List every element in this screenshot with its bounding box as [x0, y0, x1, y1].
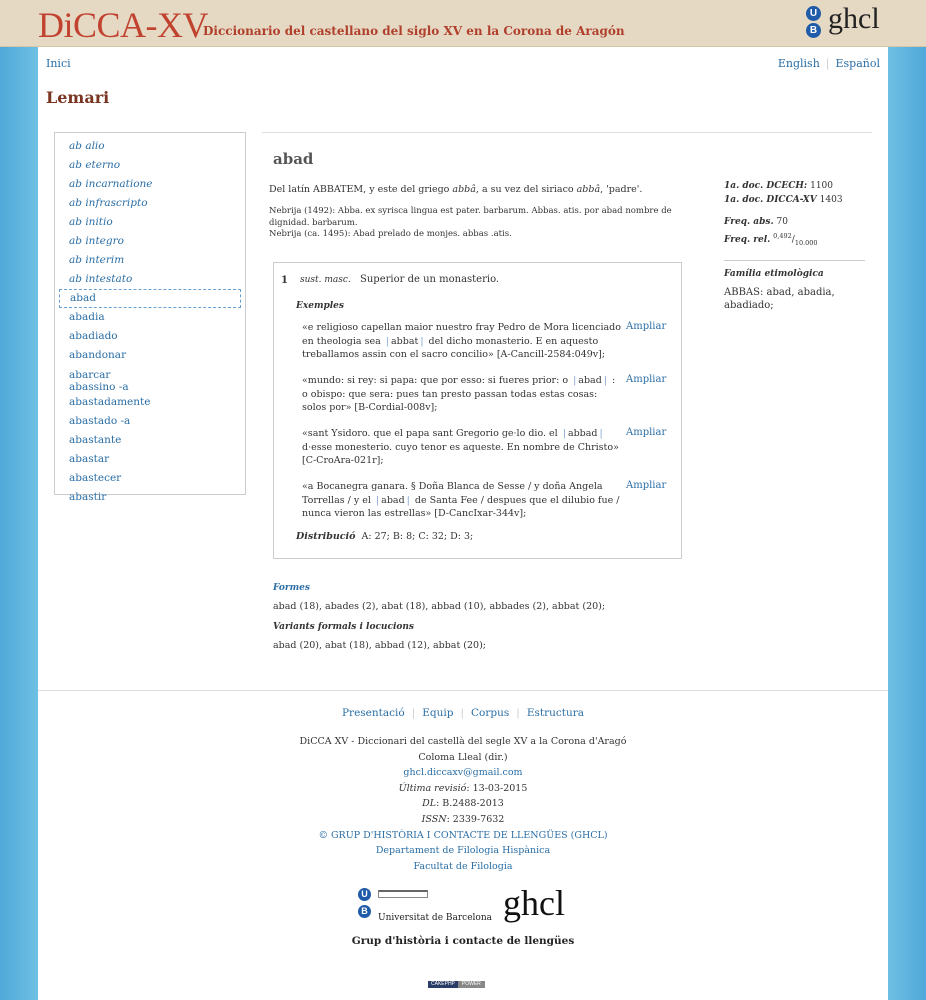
expand-example-link[interactable]: Ampliar: [626, 374, 667, 385]
stat-freq-abs: [724, 215, 869, 229]
example-quote: [302, 427, 622, 468]
ub-logo-icon[interactable]: [806, 6, 822, 40]
lemma-item[interactable]: abarcar abassino -a: [69, 369, 129, 393]
ub-logo-b: B: [806, 23, 821, 38]
example-quote: [302, 480, 622, 521]
lemma-item[interactable]: abastar: [69, 453, 110, 465]
lang-english-link[interactable]: English: [777, 57, 820, 70]
stat-dicca-value: 1403: [819, 195, 843, 205]
lemma-item[interactable]: ab interim: [69, 254, 125, 266]
site-logo-title[interactable]: DiCCA-XV: [38, 5, 209, 45]
forms-text: abad (18), abades (2), abat (18), abbad (10), abbades (2), abbat (20);: [273, 601, 606, 612]
distribution-values: A: 27; B: 8; C: 32; D: 3;: [361, 531, 474, 542]
page-title: Lemari: [46, 88, 110, 107]
stat-freq-rel-den: 10.000: [794, 238, 818, 247]
keyword-marker: |: [375, 494, 380, 506]
stat-dicca-label: 1a. doc. DICCA-XV: [724, 195, 817, 205]
stat-dcech-value: 1100: [810, 181, 834, 191]
stat-freq-abs-label: Freq. abs.: [724, 217, 774, 227]
example-quote: [302, 374, 622, 415]
footer-link-separator: |: [516, 707, 520, 719]
lemma-item[interactable]: ab intestato: [69, 273, 133, 285]
site-header: [0, 0, 926, 47]
keyword-marker: |: [603, 375, 607, 386]
lang-spanish-link[interactable]: Español: [835, 57, 880, 70]
footer-logos[interactable]: [358, 883, 578, 928]
sense-number: 1: [281, 275, 288, 286]
example-keyword: abbad: [567, 428, 598, 439]
expand-example-link[interactable]: Ampliar: [626, 480, 667, 491]
main-divider: [262, 132, 872, 133]
footer-dl-label: DL: [422, 798, 437, 810]
footer-email-link[interactable]: ghcl.diccaxv@gmail.com: [403, 767, 523, 779]
lemma-item[interactable]: abandonar: [69, 349, 127, 361]
footer-nav-link[interactable]: Estructura: [526, 707, 585, 719]
keyword-marker: |: [406, 494, 410, 506]
stat-freq-rel: Freq. rel. $^{0,492}/_{10.000}$: [724, 232, 818, 247]
lemma-item[interactable]: abadiado: [69, 330, 118, 342]
example-after: del dicho monasterio. E en aquesto treballamos assin con el sacro concilio» [A-Cancill-2584:049v];: [302, 335, 606, 360]
ub-name: Universitat de Barcelona: [378, 913, 492, 923]
lemma-item[interactable]: ab integro: [69, 235, 124, 247]
footer-info: [38, 734, 888, 874]
stat-dcech-label: 1a. doc. DCECH:: [724, 181, 808, 191]
stat-dicca: [724, 193, 869, 207]
footer-revision: [38, 781, 888, 797]
lemma-item[interactable]: abastadamente: [69, 396, 151, 408]
expand-example-link[interactable]: Ampliar: [626, 321, 667, 332]
example-after: : o obispo: que sera: pues tan presto passan todas estas cosas: solos por» [B-Cordial-008v];: [302, 375, 616, 413]
sense-definition: Superior de un monasterio.: [360, 274, 500, 285]
nebrija-citations: [269, 206, 689, 241]
stats-sidebar: [724, 179, 869, 250]
stat-dcech: [724, 179, 869, 193]
family-text: ABBAS: abad, abadia, abadiado;: [724, 287, 835, 311]
example-after: de Santa Fee / despues que el dilubio fue / nunca vieron las estrellas» [D-CancIxar-344v];: [302, 494, 620, 519]
powered-by-2: POWER: [458, 981, 485, 988]
keyword-marker: |: [420, 335, 424, 347]
expand-example-link[interactable]: Ampliar: [626, 427, 667, 438]
footer-revision-value: : 13-03-2015: [466, 782, 528, 794]
sense-box: [273, 262, 682, 559]
lemma-list[interactable]: [54, 132, 246, 503]
example-before: «sant Ysidoro. que el papa sant Gregorio ge·lo dio. el: [302, 428, 558, 439]
example-keyword: abad: [381, 494, 405, 506]
lemma-item[interactable]: abadia: [69, 311, 105, 323]
language-switcher: [778, 57, 880, 70]
ub-building-icon: [378, 890, 428, 898]
stat-freq-rel-num: 0,492: [773, 232, 792, 240]
nav-home-link[interactable]: Inici: [46, 57, 71, 70]
lang-separator: |: [825, 57, 830, 70]
lemma-item[interactable]: abastado -a: [69, 415, 131, 427]
top-navigation: [46, 57, 880, 71]
ub-footer-icon: [358, 888, 373, 922]
nebrija-1495: Nebrija (ca. 1495): Abad prelado de monjes. abbas .atis.: [269, 229, 512, 239]
ub-footer-u: U: [358, 888, 371, 901]
etymology-text: Del latín ABBATEM, y este del griego abbâ, a su vez del siriaco abbâ, 'padre'.: [269, 184, 643, 195]
footer-nav-link[interactable]: Equip: [422, 707, 454, 719]
keyword-marker: |: [599, 428, 603, 439]
footer-nav-link[interactable]: Presentació: [341, 707, 405, 719]
lemma-item[interactable]: ab alio: [69, 140, 105, 152]
keyword-marker: |: [385, 335, 389, 347]
example-before: «mundo: si rey: si papa: que por esso: si fueres prior: o: [302, 375, 569, 386]
example-before: «e religioso capellan maior nuestro fray Pedro de Mora licenciado en theologia sea: [302, 322, 621, 347]
lemma-item[interactable]: ab eterno: [69, 159, 121, 171]
keyword-marker: |: [562, 428, 566, 439]
footer-nav-link[interactable]: Corpus: [471, 707, 510, 719]
stat-freq-rel-label: Freq. rel.: [724, 235, 771, 245]
nebrija-1492: Nebrija (1492): Abba. ex syrisca lingua est pater. barbarum. Abbas. atis. por abad nombre de dignidad. barbarum.: [269, 206, 672, 228]
ub-logo-u: U: [806, 6, 821, 21]
footer-issn: [38, 812, 888, 828]
variants-label: Variants formals i locucions: [273, 622, 414, 632]
powered-by-1: CAKEPHP: [428, 981, 458, 988]
footer-dl: [38, 796, 888, 812]
etymon-term: abbâ: [576, 184, 601, 195]
footer-links: [38, 707, 888, 719]
lemma-item[interactable]: abastir: [69, 491, 107, 503]
ub-footer-b: B: [358, 905, 371, 918]
family-label: Família etimològica: [724, 269, 824, 279]
footer-dl-value: : B.2488-2013: [436, 798, 504, 810]
group-name: Grup d'història i contacte de llengües: [351, 935, 575, 947]
forms-label: Formes: [273, 583, 310, 593]
example-quote: [302, 321, 622, 362]
footer-link-separator: |: [460, 707, 465, 719]
lemma-item[interactable]: ab initio: [69, 216, 113, 228]
footer-link-separator: |: [411, 707, 416, 719]
lemma-item[interactable]: ab infrascripto: [69, 197, 148, 209]
footer-faculty-link[interactable]: Facultat de Filologia: [413, 860, 513, 872]
examples-label: Exemples: [296, 301, 344, 311]
powered-by-badge[interactable]: [428, 981, 485, 988]
etymon-term: abbâ: [452, 184, 476, 195]
site-logo-subtitle: Diccionario del castellano del siglo XV en la Corona de Aragón: [203, 24, 625, 38]
keyword-marker: |: [573, 375, 577, 386]
variants-text: abad (20), abat (18), abbad (12), abbat (20);: [273, 640, 486, 651]
stats-divider: [724, 260, 865, 261]
lemma-item[interactable]: abad: [59, 289, 241, 308]
stat-freq-abs-value: 70: [776, 217, 788, 227]
ghcl-logo[interactable]: ghcl: [828, 2, 880, 35]
footer-title-line: DiCCA XV - Diccionari del castellà del segle XV a la Corona d'Aragó: [299, 736, 627, 747]
footer-issn-label: ISSN: [421, 813, 447, 825]
footer-director: Coloma Lleal (dir.): [418, 751, 508, 763]
entry-headword: abad: [273, 150, 314, 168]
footer-issn-value: : 2339-7632: [446, 813, 505, 825]
example-keyword: abad: [578, 375, 602, 386]
lemma-item[interactable]: ab incarnatione: [69, 178, 153, 190]
example-before: «a Bocanegra ganara. § Doña Blanca de Sesse / y doña Angela Torrellas / y el: [302, 481, 603, 506]
example-after: d·esse monesterio. cuyo tenor es aqueste. En nombre de Christo» [C-CroAra-021r];: [302, 441, 619, 466]
sense-pos: sust. masc.: [300, 275, 351, 285]
footer-copyright-link[interactable]: © GRUP D'HISTÒRIA I CONTACTE DE LLENGÜES (GHCL): [318, 829, 608, 841]
distribution: [296, 531, 473, 542]
example-keyword: abbat: [391, 335, 419, 347]
lemma-item[interactable]: abastecer: [69, 472, 122, 484]
footer-revision-label: Última revisió: [398, 782, 467, 794]
distribution-label: Distribució: [296, 531, 356, 542]
footer-divider: [38, 690, 888, 691]
ghcl-footer-logo: ghcl: [503, 883, 565, 923]
footer-dept-link[interactable]: Departament de Filologia Hispànica: [375, 845, 551, 857]
lemma-item[interactable]: abastante: [69, 434, 122, 446]
